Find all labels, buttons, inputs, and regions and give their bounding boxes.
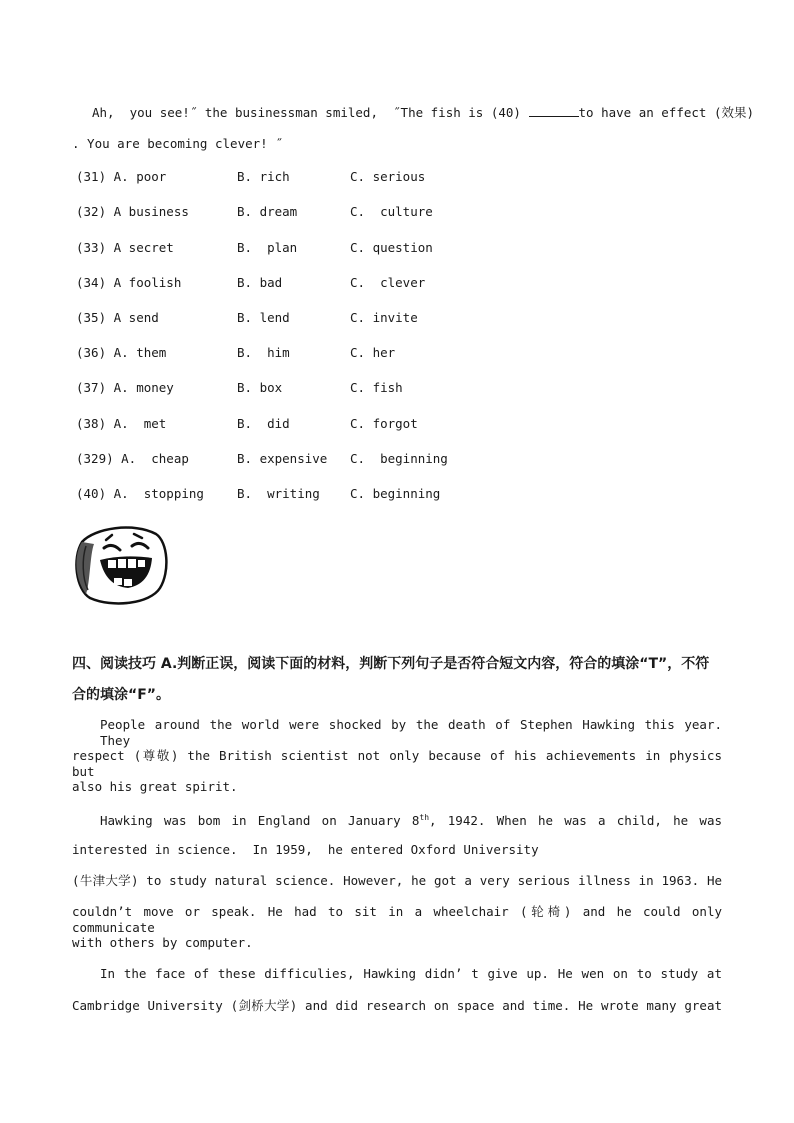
option-a: (34) A foolish bbox=[76, 275, 182, 290]
option-b: B. did bbox=[237, 416, 290, 431]
option-c: C. clever bbox=[350, 275, 426, 290]
story-line-2: . You are becoming clever! ˝ bbox=[72, 136, 283, 151]
option-a: (31) A. poor bbox=[76, 169, 167, 184]
option-a: (33) A secret bbox=[76, 240, 174, 255]
paragraph-2-line-5: with others by computer. bbox=[72, 935, 253, 950]
option-b: B. dream bbox=[237, 204, 298, 219]
option-c: C. her bbox=[350, 345, 396, 360]
option-a: (40) A. stopping bbox=[76, 486, 204, 501]
section-heading-line-2: 合的填涂“F”。 bbox=[72, 687, 170, 703]
option-a: (329) A. cheap bbox=[76, 451, 189, 466]
option-a: (35) A send bbox=[76, 310, 159, 325]
section-heading-line-1: 四、阅读技巧 A.判断正误，阅读下面的材料，判断下列句子是否符合短文内容，符合的填涂“T”，不符 bbox=[72, 656, 710, 672]
paragraph-1-line-2: respect (尊敬) the British scientist not only because of his achievements in physics but bbox=[72, 748, 722, 779]
option-c: C. beginning bbox=[350, 486, 441, 501]
paragraph-2-line-4: couldn’t move or speak. He had to sit in a wheelchair (轮椅) and he could only communicate bbox=[72, 904, 722, 935]
option-c: C. forgot bbox=[350, 416, 418, 431]
story-line-1: Ah, you see!˝ the businessman smiled, ˝The fish is (40) to have an effect (效果) bbox=[92, 105, 755, 120]
option-c: C. serious bbox=[350, 169, 426, 184]
option-b: B. plan bbox=[237, 240, 298, 255]
option-c: C. culture bbox=[350, 204, 433, 219]
option-a: (38) A. met bbox=[76, 416, 167, 431]
option-c: C. fish bbox=[350, 380, 403, 395]
laughing-face-icon bbox=[72, 524, 170, 606]
option-b: B. writing bbox=[237, 486, 320, 501]
paragraph-2-line-2: interested in science. In 1959, he entered Oxford University bbox=[72, 842, 539, 857]
paragraph-3-line-2: Cambridge University (剑桥大学) and did research on space and time. He wrote many great bbox=[72, 998, 722, 1013]
answer-blank-40 bbox=[529, 105, 579, 117]
option-b: B. lend bbox=[237, 310, 290, 325]
paragraph-2-line-1: Hawking was bom in England on January 8th, 1942. When he was a child, he was bbox=[100, 813, 723, 829]
option-b: B. expensive bbox=[237, 451, 328, 466]
paragraph-1-line-1: People around the world were shocked by the death of Stephen Hawking this year. They bbox=[100, 717, 722, 748]
paragraph-3-line-1: In the face of these difficulies, Hawking didn’ t give up. He wen on to study at bbox=[100, 966, 722, 981]
option-c: C. beginning bbox=[350, 451, 448, 466]
paragraph-2-line-3: (牛津大学) to study natural science. However, he got a very serious illness in 1963. He bbox=[72, 873, 722, 888]
option-a: (32) A business bbox=[76, 204, 189, 219]
option-b: B. rich bbox=[237, 169, 290, 184]
option-c: C. question bbox=[350, 240, 433, 255]
paragraph-1-line-3: also his great spirit. bbox=[72, 779, 238, 794]
option-a: (36) A. them bbox=[76, 345, 167, 360]
option-b: B. bad bbox=[237, 275, 283, 290]
option-b: B. box bbox=[237, 380, 283, 395]
option-c: C. invite bbox=[350, 310, 418, 325]
option-b: B. him bbox=[237, 345, 290, 360]
option-a: (37) A. money bbox=[76, 380, 174, 395]
